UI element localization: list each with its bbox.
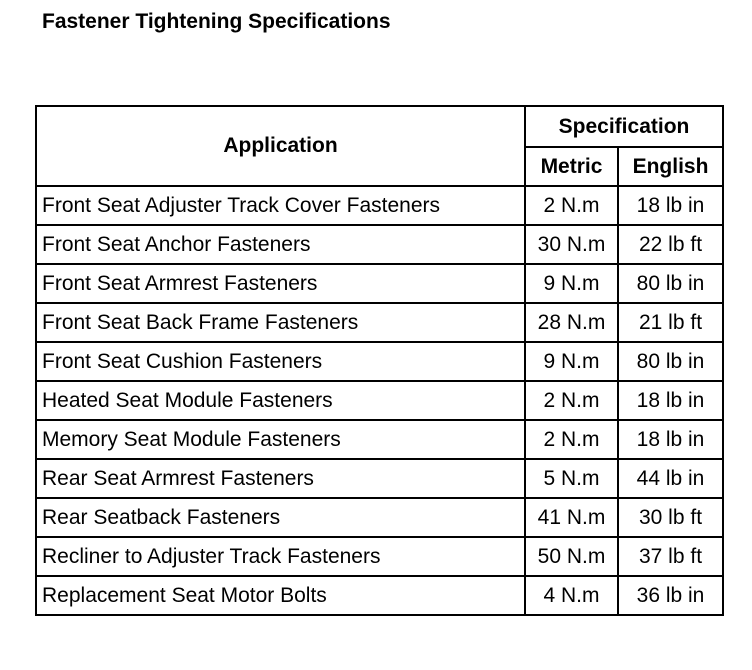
table-row — [36, 264, 723, 303]
metric-cell: 5 N.m — [525, 459, 618, 498]
english-cell: 18 lb in — [618, 186, 723, 225]
application-cell: Front Seat Adjuster Track Cover Fasteners — [36, 186, 525, 225]
metric-cell: 50 N.m — [525, 537, 618, 576]
english-cell: 80 lb in — [618, 342, 723, 381]
metric-cell: 41 N.m — [525, 498, 618, 537]
table-row — [36, 186, 723, 225]
header-english: English — [618, 147, 723, 186]
application-cell: Front Seat Cushion Fasteners — [36, 342, 525, 381]
application-cell: Front Seat Back Frame Fasteners — [36, 303, 525, 342]
metric-cell: 9 N.m — [525, 342, 618, 381]
english-cell: 37 lb ft — [618, 537, 723, 576]
application-cell: Heated Seat Module Fasteners — [36, 381, 525, 420]
metric-cell: 2 N.m — [525, 381, 618, 420]
table-row — [36, 576, 723, 615]
table-row — [36, 225, 723, 264]
application-cell: Recliner to Adjuster Track Fasteners — [36, 537, 525, 576]
table-row — [36, 459, 723, 498]
english-cell: 30 lb ft — [618, 498, 723, 537]
application-cell: Rear Seatback Fasteners — [36, 498, 525, 537]
metric-cell: 2 N.m — [525, 186, 618, 225]
metric-cell: 9 N.m — [525, 264, 618, 303]
english-cell: 18 lb in — [618, 381, 723, 420]
english-cell: 21 lb ft — [618, 303, 723, 342]
table-row — [36, 342, 723, 381]
table-row — [36, 303, 723, 342]
metric-cell: 28 N.m — [525, 303, 618, 342]
metric-cell: 2 N.m — [525, 420, 618, 459]
english-cell: 80 lb in — [618, 264, 723, 303]
table-row — [36, 420, 723, 459]
english-cell: 22 lb ft — [618, 225, 723, 264]
table-body — [36, 186, 723, 615]
fastener-spec-table — [35, 105, 724, 616]
english-cell: 44 lb in — [618, 459, 723, 498]
metric-cell: 4 N.m — [525, 576, 618, 615]
table-row — [36, 537, 723, 576]
page-title: Fastener Tightening Specifications — [42, 10, 391, 33]
table-row — [36, 498, 723, 537]
application-cell: Memory Seat Module Fasteners — [36, 420, 525, 459]
header-specification: Specification — [525, 106, 723, 147]
metric-cell: 30 N.m — [525, 225, 618, 264]
application-cell: Replacement Seat Motor Bolts — [36, 576, 525, 615]
header-metric: Metric — [525, 147, 618, 186]
header-application: Application — [36, 106, 525, 186]
application-cell: Rear Seat Armrest Fasteners — [36, 459, 525, 498]
english-cell: 36 lb in — [618, 576, 723, 615]
application-cell: Front Seat Anchor Fasteners — [36, 225, 525, 264]
application-cell: Front Seat Armrest Fasteners — [36, 264, 525, 303]
table-row — [36, 381, 723, 420]
english-cell: 18 lb in — [618, 420, 723, 459]
